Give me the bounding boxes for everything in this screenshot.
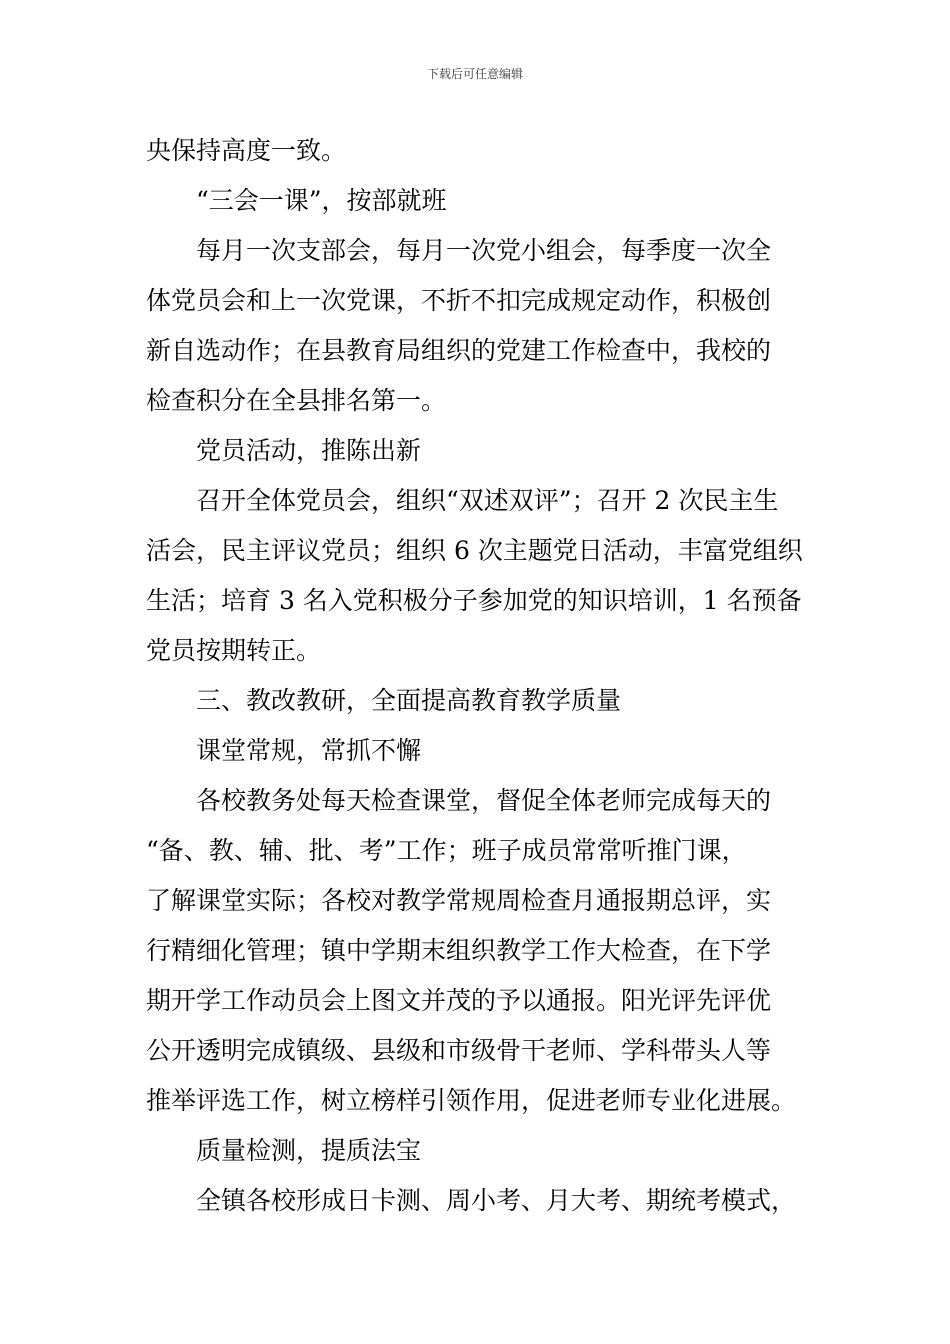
page-header: 下载后可任意编辑 [426,67,523,81]
text-line: 召开全体党员会，组织“双述双评”；召开 2 次民主生 [196,486,779,515]
text-line: 体党员会和上一次党课，不折不扣完成规定动作，积极创 [146,286,772,315]
text-line: 课堂常规，常抓不懈 [196,736,422,765]
text-line: 期开学工作动员会上图文并茂的予以通报。阳光评先评优 [146,986,772,1015]
text-line: 公开透明完成镇级、县级和市级骨干老师、学科带头人等 [146,1036,772,1065]
text-line: 了解课堂实际；各校对教学常规周检查月通报期总评，实 [146,886,772,915]
text-line: “备、教、辅、批、考”工作；班子成员常常听推门课， [146,836,747,865]
text-line: 全镇各校形成日卡测、周小考、月大考、期统考模式， [196,1186,797,1215]
text-line: 生活；培育 3 名入党积极分子参加党的知识培训，1 名预备 [146,586,802,615]
text-line: 质量检测，提质法宝 [196,1136,422,1165]
text-line: 党员活动，推陈出新 [196,436,422,465]
text-line: 每月一次支部会，每月一次党小组会，每季度一次全 [196,236,772,265]
text-line: 各校教务处每天检查课堂，督促全体老师完成每天的 [196,786,772,815]
text-line: 党员按期转正。 [146,636,322,665]
text-line: 新自选动作；在县教育局组织的党建工作检查中，我校的 [146,336,772,365]
text-line: 检查积分在全县排名第一。 [146,386,447,415]
text-line: 活会，民主评议党员；组织 6 次主题党日活动，丰富党组织 [146,536,803,565]
text-line: 央保持高度一致。 [146,136,347,165]
text-line: 推举评选工作，树立榜样引领作用，促进老师专业化进展。 [146,1086,797,1115]
text-line: 三、教改教研，全面提高教育教学质量 [196,686,622,715]
text-line: “三会一课”，按部就班 [196,186,447,215]
document-body [146,126,810,1226]
text-line: 行精细化管理；镇中学期末组织教学工作大检查，在下学 [146,936,772,965]
